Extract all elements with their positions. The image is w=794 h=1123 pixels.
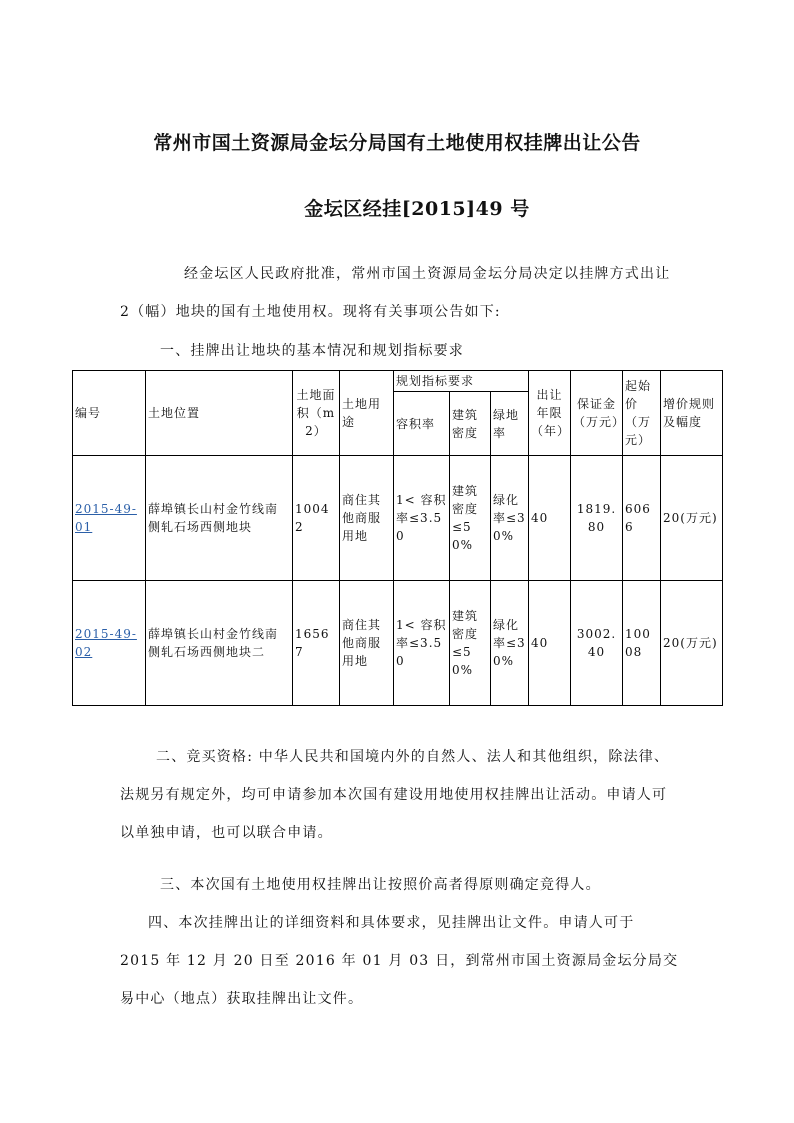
header-use: 土地用途	[340, 371, 394, 456]
cell-green: 绿化率≤30%	[491, 456, 529, 581]
section-1-heading: 一、挂牌出让地块的基本情况和规划指标要求	[160, 343, 464, 359]
cell-area: 10042	[293, 456, 340, 581]
cell-density: 建筑密度≤50%	[450, 456, 491, 581]
header-green: 绿地率	[491, 392, 529, 456]
cell-use: 商住其他商服用地	[340, 456, 394, 581]
cell-location: 薛埠镇长山村金竹线南侧轧石场西侧地块二	[146, 581, 293, 706]
cell-use: 商住其他商服用地	[340, 581, 394, 706]
section-4-paragraph: 四、本次挂牌出让的详细资料和具体要求，见挂牌出让文件。申请人可于 2015 年 12 月 20 日至 2016 年 01 月 03 日，到常州市国土资源局金坛分局交易中心（地点）获取挂牌出让文件。	[120, 915, 679, 1007]
section-3-paragraph: 三、本次国有土地使用权挂牌出让按照价高者得原则确定竞得人。	[160, 877, 601, 893]
header-term: 出让年限（年）	[529, 371, 571, 456]
cell-green: 绿化率≤30%	[491, 581, 529, 706]
header-location: 土地位置	[146, 371, 293, 456]
header-planning: 规划指标要求	[394, 371, 529, 392]
document-number: 金坛区经挂[2015]49 号	[304, 198, 530, 220]
section-2-paragraph: 二、竞买资格: 中华人民共和国境内外的自然人、法人和其他组织，除法律、法规另有规定外，均可申请参加本次国有建设用地使用权挂牌出让活动。申请人可以单独申请，也可以联合申请。	[120, 749, 670, 841]
header-plot-ratio: 容积率	[394, 392, 450, 456]
cell-plot-ratio: 1< 容积率≤3.50	[394, 456, 450, 581]
table-row	[73, 456, 723, 581]
header-start-price: 起始价（万元）	[623, 371, 661, 456]
header-area: 土地面积（m2）	[293, 371, 340, 456]
cell-start-price: 10008	[623, 581, 661, 706]
parcel-id-link[interactable]: 2015-49-01	[75, 502, 137, 534]
parcel-table	[72, 370, 723, 706]
cell-deposit: 3002.40	[571, 581, 623, 706]
cell-deposit: 1819.80	[571, 456, 623, 581]
cell-term: 40	[529, 456, 571, 581]
table-row	[73, 581, 723, 706]
parcel-id-link[interactable]: 2015-49-02	[75, 627, 137, 659]
cell-term: 40	[529, 581, 571, 706]
cell-start-price: 6066	[623, 456, 661, 581]
header-density: 建筑密度	[450, 392, 491, 456]
header-id: 编号	[73, 371, 146, 456]
header-increment: 增价规则及幅度	[661, 371, 723, 456]
intro-paragraph: 经金坛区人民政府批准，常州市国土资源局金坛分局决定以挂牌方式出让 2（幅）地块的国有土地使用权。现将有关事项公告如下:	[120, 266, 671, 320]
cell-increment: 20(万元)	[661, 456, 723, 581]
header-deposit: 保证金（万元）	[571, 371, 623, 456]
cell-density: 建筑密度≤50%	[450, 581, 491, 706]
cell-area: 16567	[293, 581, 340, 706]
page-title: 常州市国土资源局金坛分局国有土地使用权挂牌出让公告	[153, 132, 641, 154]
cell-increment: 20(万元)	[661, 581, 723, 706]
cell-plot-ratio: 1< 容积率≤3.50	[394, 581, 450, 706]
cell-location: 薛埠镇长山村金竹线南侧轧石场西侧地块	[146, 456, 293, 581]
